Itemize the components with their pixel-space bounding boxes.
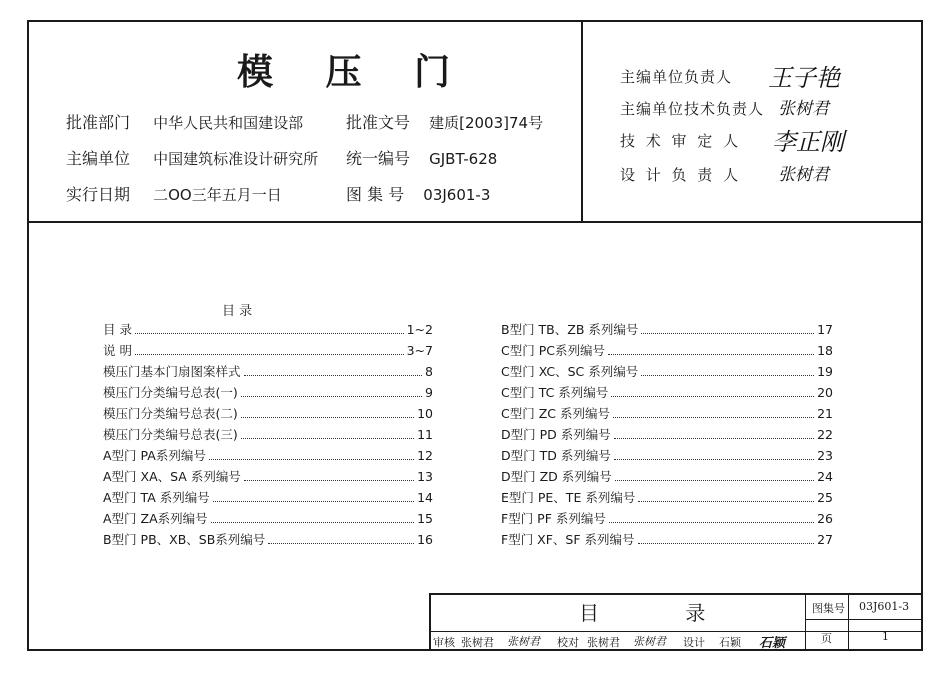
toc-item: F型门 XF、SF 系列编号 27 bbox=[501, 532, 833, 547]
leader-dots bbox=[241, 416, 414, 418]
resp-signature-3: 李正刚 bbox=[772, 128, 844, 156]
atlas-no-value: 03J601-3 bbox=[423, 186, 491, 204]
toc-item: E型门 PE、TE 系列编号 25 bbox=[501, 490, 833, 505]
leader-dots bbox=[241, 437, 414, 439]
tb-review-name: 张树君 bbox=[461, 636, 494, 649]
toc-item: 模压门基本门扇图案样式 8 bbox=[103, 364, 433, 379]
leader-dots bbox=[268, 542, 414, 544]
toc-item: A型门 XA、SA 系列编号 13 bbox=[103, 469, 433, 484]
unified-no-label: 统一编号 bbox=[346, 149, 411, 168]
approval-doc-value: 建质[2003]74号 bbox=[429, 114, 544, 132]
leader-dots bbox=[211, 521, 414, 523]
tb-review-label: 审核 bbox=[433, 636, 455, 649]
approval-dept-value: 中华人民共和国建设部 bbox=[153, 114, 304, 132]
leader-dots bbox=[209, 458, 414, 460]
leader-dots bbox=[135, 353, 404, 355]
approval-doc-line bbox=[346, 110, 543, 133]
toc-item: A型门 TA 系列编号 14 bbox=[103, 490, 433, 505]
tb-left-line bbox=[429, 593, 431, 651]
tb-design-signature: 石颖 bbox=[759, 636, 786, 651]
tb-title: 目 录 bbox=[579, 601, 746, 625]
toc-item: C型门 TC 系列编号 20 bbox=[501, 385, 833, 400]
toc-item: 模压门分类编号总表(三) 11 bbox=[103, 427, 433, 442]
effective-date-line bbox=[66, 182, 282, 205]
title-block bbox=[429, 593, 923, 651]
tb-atlas-value: 03J601-3 bbox=[859, 600, 910, 613]
leader-dots bbox=[641, 374, 814, 376]
tb-check-label: 校对 bbox=[557, 636, 579, 649]
header-vertical-divider bbox=[581, 20, 583, 222]
toc-item: D型门 ZD 系列编号 24 bbox=[501, 469, 833, 484]
editor-unit-line bbox=[66, 146, 318, 169]
leader-dots bbox=[244, 479, 414, 481]
resp-label-1: 主编单位负责人 bbox=[620, 68, 733, 86]
unified-no-line bbox=[346, 146, 497, 169]
leader-dots bbox=[613, 416, 814, 418]
toc-item: A型门 ZA系列编号 15 bbox=[103, 511, 433, 526]
effective-date-value: 二OO三年五月一日 bbox=[153, 186, 282, 204]
toc-item: 目 录 1~2 bbox=[103, 322, 433, 337]
leader-dots bbox=[135, 332, 404, 334]
leader-dots bbox=[614, 437, 814, 439]
tb-right-mid-line bbox=[805, 619, 923, 620]
leader-dots bbox=[638, 500, 814, 502]
effective-date-label: 实行日期 bbox=[66, 185, 131, 204]
leader-dots bbox=[638, 542, 815, 544]
tb-design-label: 设计 bbox=[683, 636, 705, 649]
approval-dept-line bbox=[66, 110, 303, 133]
toc-item: B型门 PB、XB、SB系列编号 16 bbox=[103, 532, 433, 547]
toc-item: C型门 XC、SC 系列编号 19 bbox=[501, 364, 833, 379]
leader-dots bbox=[611, 395, 814, 397]
toc-item: D型门 TD 系列编号 23 bbox=[501, 448, 833, 463]
header-divider bbox=[27, 221, 923, 223]
leader-dots bbox=[615, 479, 814, 481]
toc-heading: 目 录 bbox=[222, 304, 253, 319]
toc-item: 模压门分类编号总表(二) 10 bbox=[103, 406, 433, 421]
resp-label-4: 设 计 负 责 人 bbox=[620, 166, 742, 184]
tb-col-line-2 bbox=[848, 593, 849, 651]
atlas-no-label: 图 集 号 bbox=[346, 185, 405, 204]
toc-item: A型门 PA系列编号 12 bbox=[103, 448, 433, 463]
atlas-no-line bbox=[346, 182, 490, 205]
editor-unit-label: 主编单位 bbox=[66, 149, 131, 168]
tb-page-value: 1 bbox=[882, 630, 889, 643]
tb-check-name: 张树君 bbox=[587, 636, 620, 649]
leader-dots bbox=[213, 500, 414, 502]
tb-design-name: 石颖 bbox=[719, 636, 741, 649]
page-title: 模 压 门 bbox=[237, 51, 471, 93]
toc-item: C型门 PC系列编号 18 bbox=[501, 343, 833, 358]
resp-signature-4: 张树君 bbox=[778, 165, 829, 185]
leader-dots bbox=[641, 332, 814, 334]
resp-label-3: 技 术 审 定 人 bbox=[620, 132, 742, 150]
editor-unit-value: 中国建筑标准设计研究所 bbox=[153, 150, 319, 168]
leader-dots bbox=[244, 374, 423, 376]
tb-page-label: 页 bbox=[821, 632, 832, 645]
toc-item: B型门 TB、ZB 系列编号 17 bbox=[501, 322, 833, 337]
approval-doc-label: 批准文号 bbox=[346, 113, 411, 132]
toc-item: 说 明 3~7 bbox=[103, 343, 433, 358]
tb-col-line-1 bbox=[805, 593, 806, 651]
tb-atlas-label: 图集号 bbox=[812, 602, 845, 615]
resp-signature-2: 张树君 bbox=[778, 99, 829, 119]
toc-item: C型门 ZC 系列编号 21 bbox=[501, 406, 833, 421]
unified-no-value: GJBT-628 bbox=[429, 150, 498, 168]
leader-dots bbox=[241, 395, 422, 397]
toc-item: F型门 PF 系列编号 26 bbox=[501, 511, 833, 526]
toc-item: D型门 PD 系列编号 22 bbox=[501, 427, 833, 442]
tb-check-signature: 张树君 bbox=[633, 635, 666, 648]
leader-dots bbox=[608, 353, 814, 355]
leader-dots bbox=[614, 458, 814, 460]
approval-dept-label: 批准部门 bbox=[66, 113, 131, 132]
resp-label-2: 主编单位技术负责人 bbox=[620, 100, 765, 118]
toc-item: 模压门分类编号总表(一) 9 bbox=[103, 385, 433, 400]
resp-signature-1: 王子艳 bbox=[768, 64, 840, 92]
tb-review-signature: 张树君 bbox=[507, 635, 540, 648]
leader-dots bbox=[609, 521, 814, 523]
